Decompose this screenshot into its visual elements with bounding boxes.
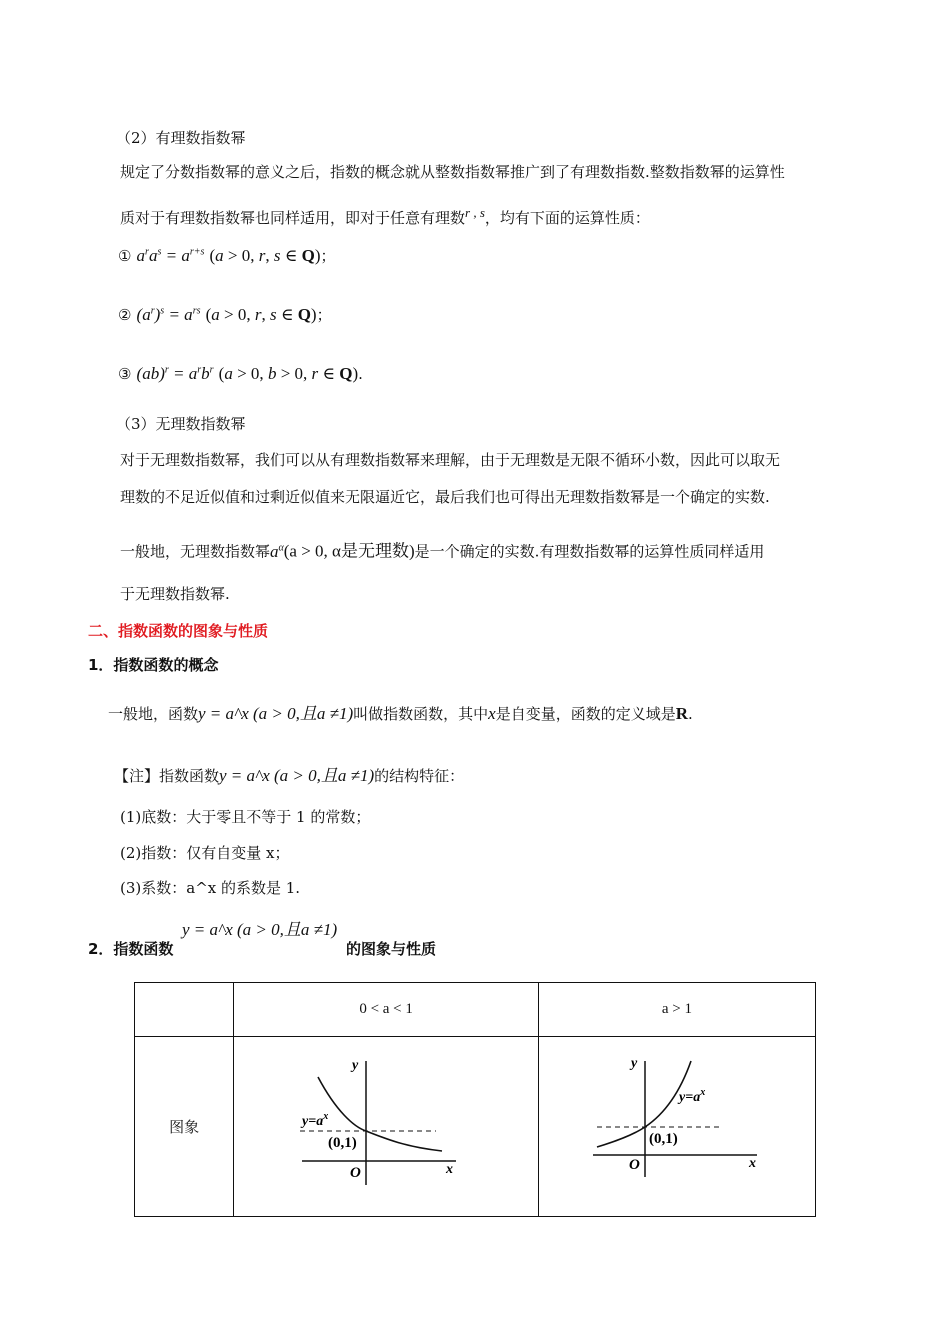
paragraph-line: 于无理数指数幂. — [120, 585, 230, 603]
subsection-heading-tail: 的图象与性质 — [346, 940, 437, 958]
column-header-0-lt-a-lt-1: 0 < a < 1 — [234, 983, 539, 1037]
curve-label: $y=a^x$ — [302, 1110, 329, 1129]
row-label-graph: 图象 — [135, 1037, 234, 1217]
y-axis-label: y — [630, 1055, 638, 1071]
feature-item: (3)系数：a^x 的系数是 1. — [120, 879, 301, 897]
graph-increasing-cell — [538, 1037, 815, 1217]
rule-1: ① $a^ra^s = a^{r+s}$ (a > 0, r, s ∈ Q)； — [118, 246, 336, 265]
curve-label: $y=a^x$ — [678, 1086, 706, 1105]
rule-2: ② $(a^r)^s = a^{rs}$ (a > 0, r, s ∈ Q)； — [118, 305, 332, 324]
paragraph-line: 质对于有理数指数幂也同样适用，即对于任意有理数$^{r , s}$，均有下面的运算性质： — [120, 205, 650, 227]
section-heading: （3）无理数指数幂 — [116, 415, 246, 433]
section-heading: （2）有理数指数幂 — [116, 129, 246, 147]
paragraph-line: 对于无理数指数幂，我们可以从有理数指数幂来理解，由于无理数是无限不循环小数，因此可以取无 — [120, 451, 781, 469]
point-label: (0,1) — [648, 1130, 678, 1147]
paragraph-line: 一般地，无理数指数幂$a^\alpha(a > 0$, α是无理数)是一个确定的实数.有理数指数幂的运算性质同样适用 — [120, 541, 765, 561]
function-formula: y = a^x (a > 0,且a ≠1) — [182, 920, 338, 939]
variables-rs: r , s — [465, 205, 485, 220]
rule-3: ③ $(ab)^r = a^rb^r$ (a > 0, b > 0, r ∈ Q). — [118, 364, 363, 383]
subsection-heading: 1．指数函数的概念 — [88, 656, 219, 674]
column-header-a-gt-1: a > 1 — [538, 983, 815, 1037]
subsection-heading: 2．指数函数 — [88, 940, 174, 958]
point-label: (0,1) — [328, 1134, 357, 1151]
paragraph-line: 理数的不足近似值和过剩近似值来无限逼近它，最后我们也可得出无理数指数幂是一个确定的实数. — [120, 488, 770, 506]
origin-label: O — [628, 1156, 640, 1173]
paragraph-line: 规定了分数指数幂的意义之后，指数的概念就从整数指数幂推广到了有理数指数.整数指数幂的运算性 — [120, 163, 785, 181]
x-axis-label: x — [446, 1161, 454, 1177]
graph-decreasing-cell — [234, 1037, 539, 1217]
feature-item: (2)指数：仅有自变量 x； — [120, 844, 290, 862]
decreasing-exponential-graph — [296, 1055, 476, 1195]
feature-item: (1)底数：大于零且不等于 1 的常数； — [120, 808, 371, 826]
table-corner-cell — [135, 983, 234, 1037]
x-axis-label: x — [748, 1155, 756, 1171]
increasing-exponential-graph — [587, 1055, 767, 1195]
part-heading: 二、指数函数的图象与性质 — [88, 622, 269, 640]
properties-table — [134, 982, 816, 1217]
irrational-formula: (a > 0, α是无理数) — [283, 541, 415, 561]
definition-line: 一般地，函数y = a^x (a > 0,且a ≠1)叫做指数函数，其中x是自变量，函数的定义域是R. — [108, 704, 693, 723]
y-axis-label: y — [352, 1057, 359, 1073]
origin-label: O — [350, 1164, 361, 1181]
note-line: 【注】指数函数y = a^x (a > 0,且a ≠1)的结构特征： — [114, 766, 465, 785]
